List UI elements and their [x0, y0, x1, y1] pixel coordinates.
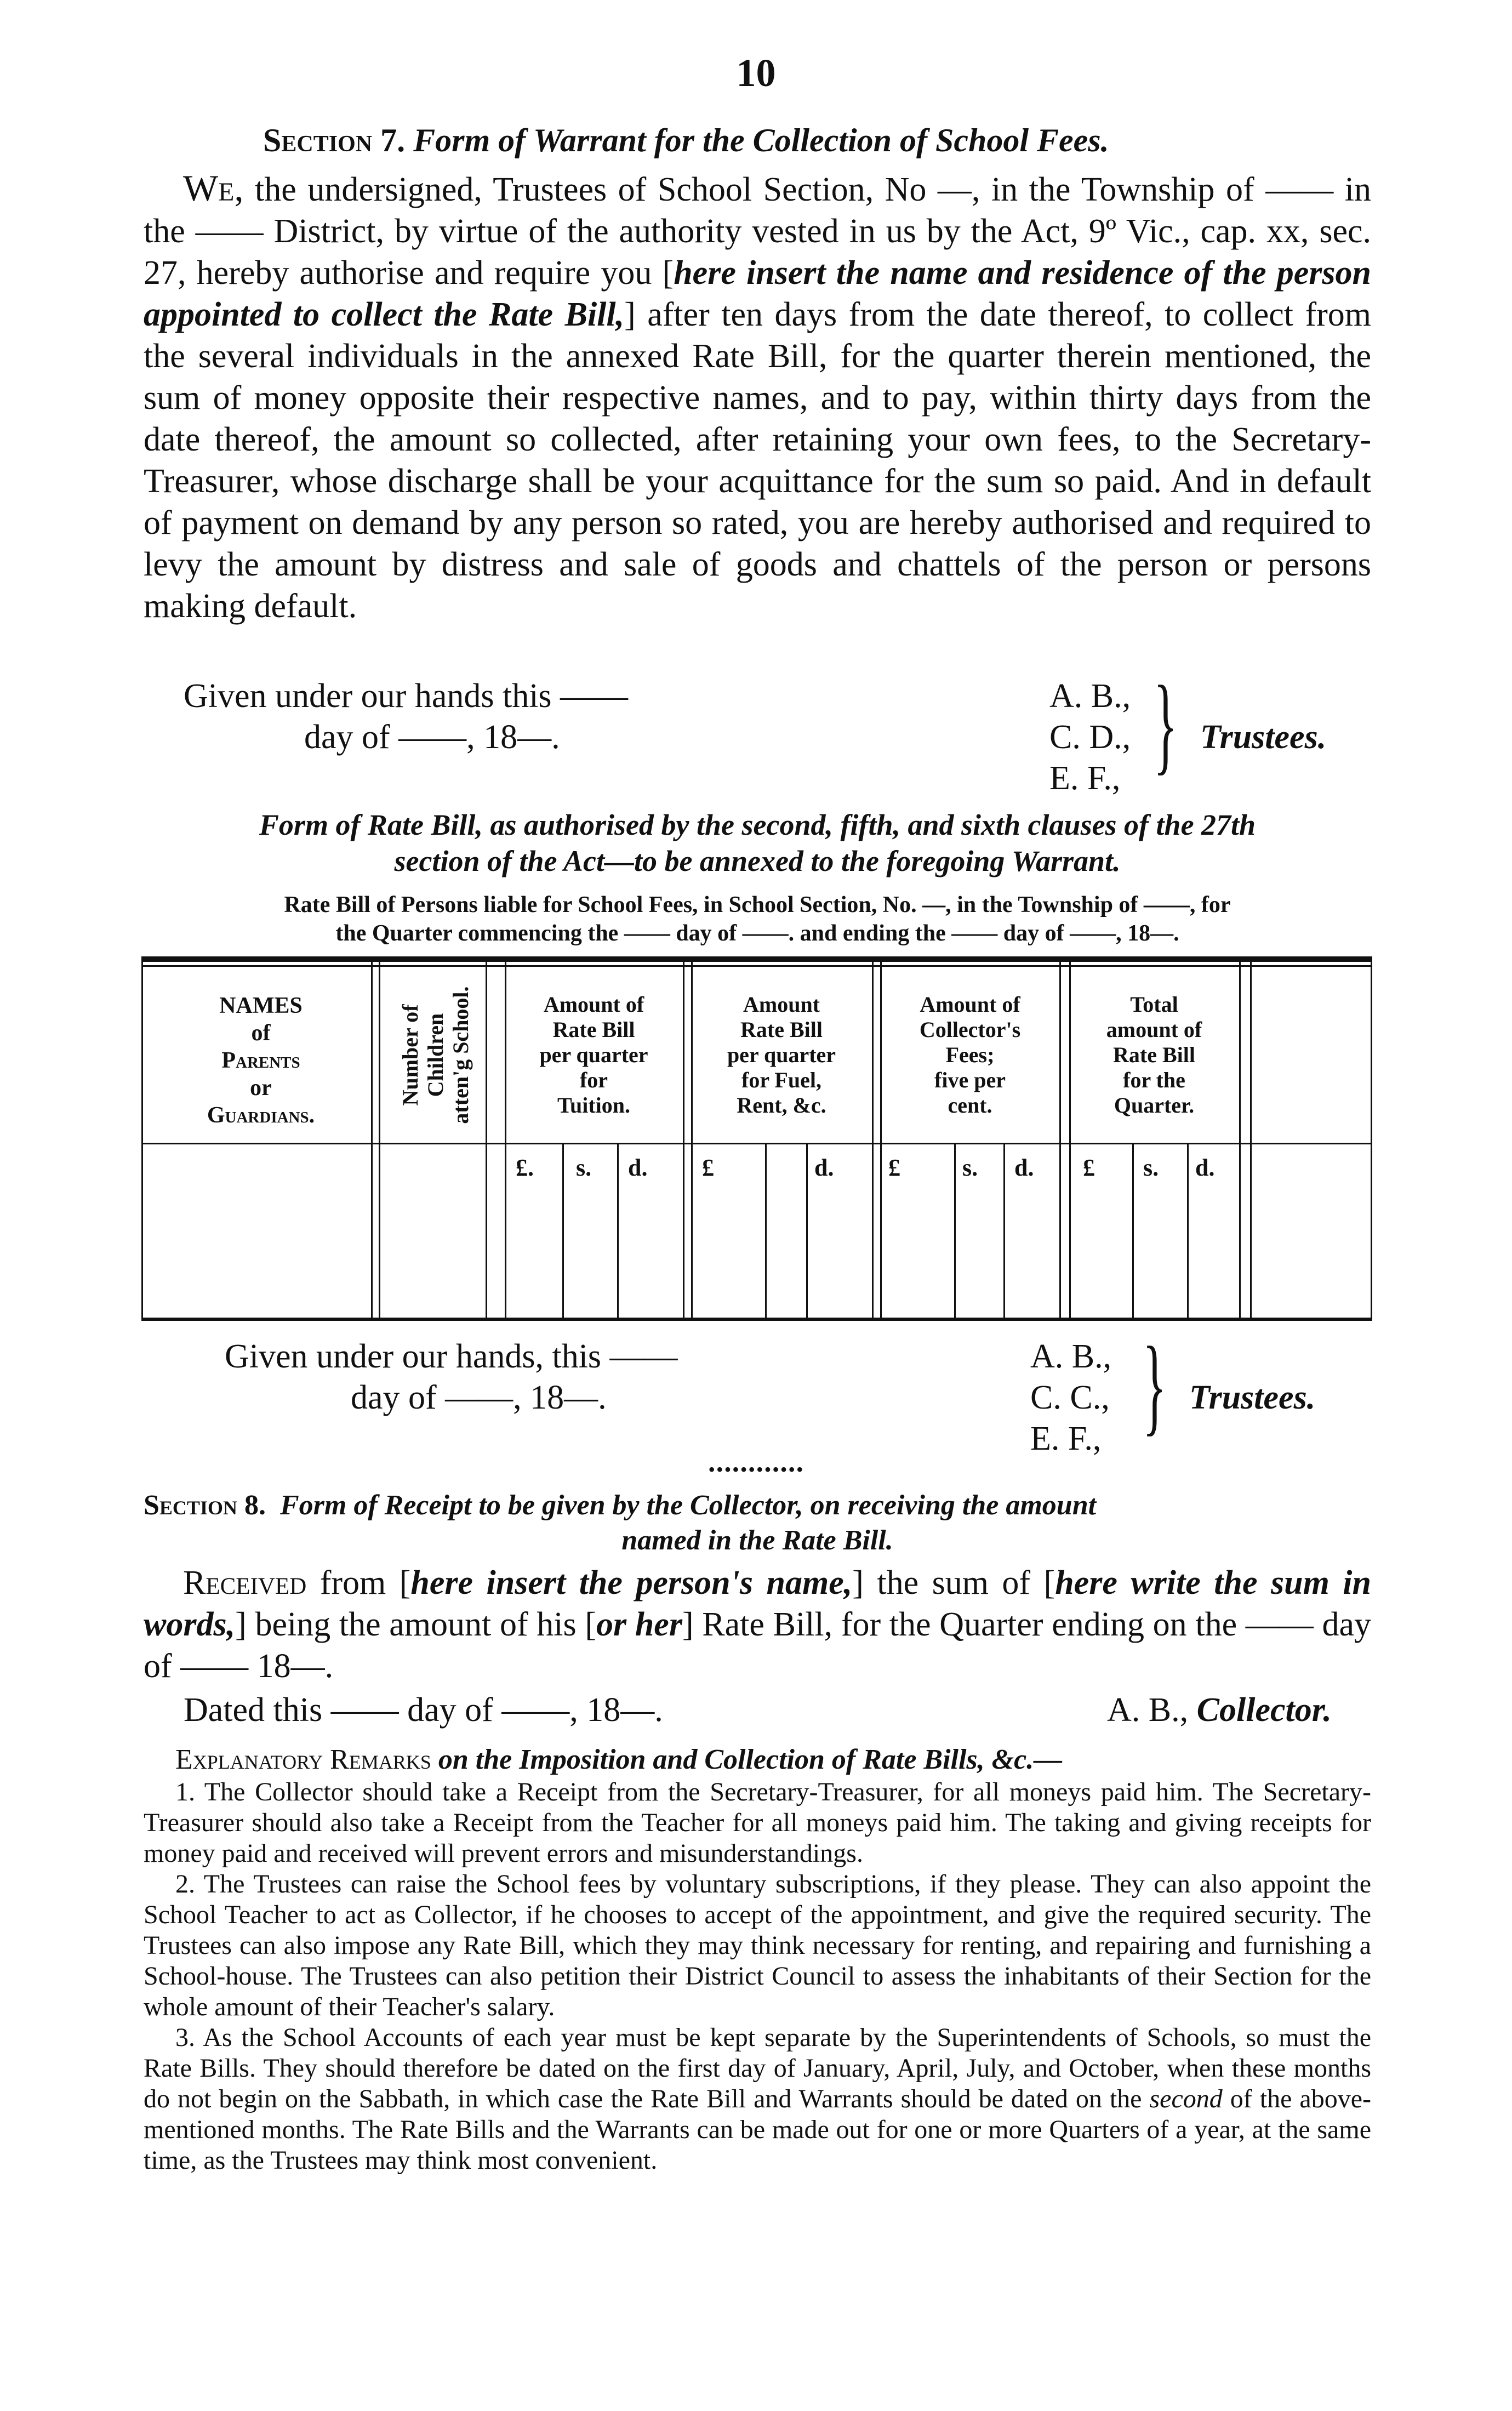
- header-names-l4: or: [250, 1075, 272, 1101]
- header-tuition-l4: for: [579, 1068, 608, 1092]
- subcol-divider: [617, 1143, 619, 1318]
- section8-title-2: named in the Rate Bill.: [621, 1525, 893, 1556]
- remark-3-b: of the above-mentioned months. The Rate Bills and the Warrants can be made out for one or more Quarters of a year, at the same time, as the Trustees may think most convenient.: [144, 2084, 1372, 2175]
- signature-ab: A. B.,: [1049, 677, 1131, 715]
- brace-2: }: [1143, 1325, 1167, 1446]
- explanatory-heading: [144, 1743, 1371, 1777]
- remark-3-italic: second: [1149, 2084, 1223, 2113]
- warrant-paragraph: [144, 167, 1371, 627]
- header-fuel-l5: Rent, &c.: [737, 1093, 826, 1118]
- col-divider: [1250, 962, 1252, 1318]
- col-divider: [872, 962, 874, 1318]
- ratebill-title-line1: Form of Rate Bill, as authorised by the second, fifth, and sixth clauses of the 27th: [259, 808, 1256, 841]
- subcol-divider: [1187, 1143, 1189, 1318]
- col-divider: [486, 962, 487, 1318]
- tuition-shilling: s.: [576, 1154, 592, 1181]
- section8-title-1: Form of Receipt to be given by the Collector, on receiving the amount: [279, 1490, 1097, 1521]
- receipt-lead: Received: [183, 1564, 307, 1601]
- header-tuition: [507, 992, 680, 1118]
- ratebill-caption: [144, 891, 1371, 948]
- tuition-pence: d.: [628, 1154, 648, 1181]
- header-fees-l5: cent.: [948, 1093, 992, 1118]
- receipt-text-1: from [: [306, 1564, 411, 1601]
- section7-title: Form of Warrant for the Collection of School Fees.: [413, 122, 1109, 158]
- subcol-divider: [1132, 1143, 1134, 1318]
- receipt-paragraph: [144, 1562, 1371, 1687]
- dated-line: Dated this —— day of ——, 18—.: [184, 1691, 663, 1729]
- receipt-text-2: ] the sum of [: [852, 1564, 1055, 1601]
- given2-line-1: Given under our hands, this ——: [225, 1338, 678, 1375]
- tuition-pound: £.: [516, 1154, 534, 1181]
- explanatory-remarks: [144, 1743, 1371, 2176]
- header-names-l5: Guardians.: [207, 1103, 315, 1128]
- warrant-text-1: the undersigned, Trustees of School Section, No —, in the Township of —— in the —— District, by virtue of the authority vested in us by the Act, 9º Vic., cap. xx, sec. 27, hereby authorise and require you [: [144, 171, 1371, 292]
- header-names-l2: of: [251, 1021, 271, 1046]
- page-number: 10: [736, 51, 776, 95]
- header-total: [1072, 992, 1236, 1118]
- brace-1: }: [1154, 664, 1178, 785]
- fees-pound: £: [888, 1154, 900, 1181]
- receipt-insert-1: here insert the person's name,: [410, 1564, 853, 1601]
- ratebill-title-line2: section of the Act—to be annexed to the foregoing Warrant.: [394, 845, 1121, 877]
- receipt-insert-3: or her: [596, 1606, 682, 1643]
- table-top-rule: [143, 965, 1371, 967]
- header-tuition-l1: Amount of: [543, 992, 644, 1017]
- signature2-ef: E. F.,: [1030, 1420, 1102, 1457]
- header-names-l1: NAMES: [219, 993, 303, 1018]
- header-names: [159, 992, 362, 1129]
- header-fuel-l2: Rate Bill: [740, 1017, 823, 1042]
- total-pound: £: [1083, 1154, 1095, 1181]
- header-total-l2: amount of: [1106, 1017, 1202, 1042]
- receipt-text-3: ] being the amount of his [: [235, 1606, 596, 1643]
- subcol-divider: [562, 1143, 564, 1318]
- receipt-text-4: ] Rate Bill, for the Quarter ending on the —— day of —— 18—.: [144, 1606, 1371, 1685]
- collector-label: Collector.: [1196, 1691, 1332, 1729]
- receipt-insert-2: here write the sum in words,: [144, 1564, 1371, 1643]
- trustees-label-1: Trustees.: [1200, 719, 1327, 756]
- section7-label: Section: [263, 122, 373, 158]
- header-fuel-rent: [694, 992, 869, 1118]
- col-divider: [1239, 962, 1241, 1318]
- subcol-divider: [806, 1143, 808, 1318]
- remark-1: 1. The Collector should take a Receipt from the Secretary-Treasurer, for all moneys paid him. The Secretary-Treasurer should also take a Receipt from the Teacher for all moneys paid him. The taking and giving receipts for money paid and received will prevent errors and misunderstandings.: [144, 1777, 1371, 1868]
- col-divider: [1069, 962, 1071, 1318]
- header-total-l5: Quarter.: [1114, 1093, 1195, 1118]
- fees-pence: d.: [1014, 1154, 1034, 1181]
- col-divider: [1059, 962, 1061, 1318]
- subcol-divider: [765, 1143, 767, 1318]
- total-shilling: s.: [1143, 1154, 1159, 1181]
- header-total-l4: for the: [1123, 1068, 1185, 1092]
- header-fees-l3: Fees;: [945, 1042, 995, 1067]
- header-fees-l2: Collector's: [919, 1017, 1021, 1042]
- header-fees-l4: five per: [934, 1068, 1006, 1092]
- remark-2: 2. The Trustees can raise the School fees by voluntary subscriptions, if they please. They can also appoint the School Teacher to act as Collector, if he chooses to accept of the appointment, and give the required security. The Trustees can also impose any Rate Bill, which they may think necessary for renting, and repairing and furnishing a School-house. The Trustees can also petition their District Council to assess the inhabitants of their Section for the whole amount of their Teacher's salary.: [144, 1869, 1371, 2021]
- section8-number: 8.: [244, 1490, 266, 1521]
- col-divider: [683, 962, 684, 1318]
- given-line-2: day of ——, 18—.: [304, 719, 560, 756]
- trustees-label-2: Trustees.: [1189, 1379, 1316, 1416]
- header-tuition-l5: Tuition.: [557, 1093, 631, 1118]
- warrant-lead: We,: [183, 167, 244, 209]
- warrant-text-2: ] after ten days from the date thereof, to collect from the several individuals in the annexed Rate Bill, for the quarter therein mentioned, the sum of money opposite their respective names, and to pay, within thirty days from the date thereof, the amount so collected, after retaining your own fees, to the Secretary-Treasurer, whose discharge shall be your acquittance for the sum so paid. And in default of payment on demand by any person so rated, you are hereby authorised and required to levy the amount by distress and sale of goods and chattels of the person or persons making default.: [144, 296, 1371, 625]
- rate-bill-table: [141, 956, 1372, 1321]
- subcol-divider: [1003, 1143, 1005, 1318]
- ratebill-title: [144, 807, 1371, 879]
- header-fuel-l4: for Fuel,: [741, 1068, 821, 1092]
- subcol-divider: [954, 1143, 956, 1318]
- header-children-count: Number of Children atten'g School.: [398, 986, 473, 1124]
- header-total-l3: Rate Bill: [1113, 1042, 1195, 1067]
- signature2-ab: A. B.,: [1030, 1338, 1112, 1375]
- signature2-cc: C. C.,: [1030, 1379, 1110, 1416]
- col-divider: [379, 962, 380, 1318]
- section7-number: 7.: [380, 122, 406, 158]
- table-header-rule: [143, 1143, 1371, 1144]
- total-pence: d.: [1195, 1154, 1215, 1181]
- ornament-divider: ••••••••••••: [708, 1458, 805, 1480]
- col-divider: [880, 962, 882, 1318]
- fees-shilling: s.: [962, 1154, 978, 1181]
- section7-heading: [263, 122, 1109, 159]
- collector-initials: A. B.,: [1107, 1691, 1189, 1729]
- header-tuition-l2: Rate Bill: [552, 1017, 635, 1042]
- header-fees-l1: Amount of: [920, 992, 1020, 1017]
- signature-ef: E. F.,: [1049, 760, 1121, 797]
- header-tuition-l3: per quarter: [539, 1042, 648, 1067]
- collector-signature: [1107, 1691, 1332, 1730]
- section8-label: Section: [144, 1490, 237, 1521]
- remark-3: [144, 2022, 1371, 2176]
- col-divider: [371, 962, 373, 1318]
- header-total-l1: Total: [1130, 992, 1178, 1017]
- fuel-pence: d.: [814, 1154, 834, 1181]
- given-line-1: Given under our hands this ——: [184, 677, 629, 715]
- signature-cd: C. D.,: [1049, 719, 1131, 756]
- remark-3-a: 3. As the School Accounts of each year must be kept separate by the Superintendents of Schools, so must the Rate Bills. They should therefore be dated on the first day of January, April, July, and October, when these months do not begin on the Sabbath, in which case the Rate Bill and Warrants should be dated on the: [144, 2023, 1371, 2113]
- col-divider: [505, 962, 506, 1318]
- col-divider: [691, 962, 693, 1318]
- header-names-l3: Parents: [221, 1048, 300, 1073]
- header-fuel-l3: per quarter: [727, 1042, 836, 1067]
- warrant-insert: here insert the name and residence of the person appointed to collect the Rate Bill,: [144, 254, 1371, 333]
- header-fuel-l1: Amount: [743, 992, 820, 1017]
- explanatory-title: on the Imposition and Collection of Rate Bills, &c.—: [431, 1744, 1063, 1775]
- ratebill-caption-line2: the Quarter commencing the —— day of ——. and ending the —— day of ——, 18—.: [335, 921, 1179, 946]
- explanatory-lead: Explanatory Remarks: [175, 1744, 431, 1775]
- section8-heading: [144, 1488, 1371, 1558]
- given2-line-2: day of ——, 18—.: [351, 1379, 607, 1416]
- fuel-pound: £: [702, 1154, 714, 1181]
- ratebill-caption-line1: Rate Bill of Persons liable for School Fees, in School Section, No. —, in the Township of ——, for: [284, 892, 1231, 917]
- header-collector-fees: [883, 992, 1057, 1118]
